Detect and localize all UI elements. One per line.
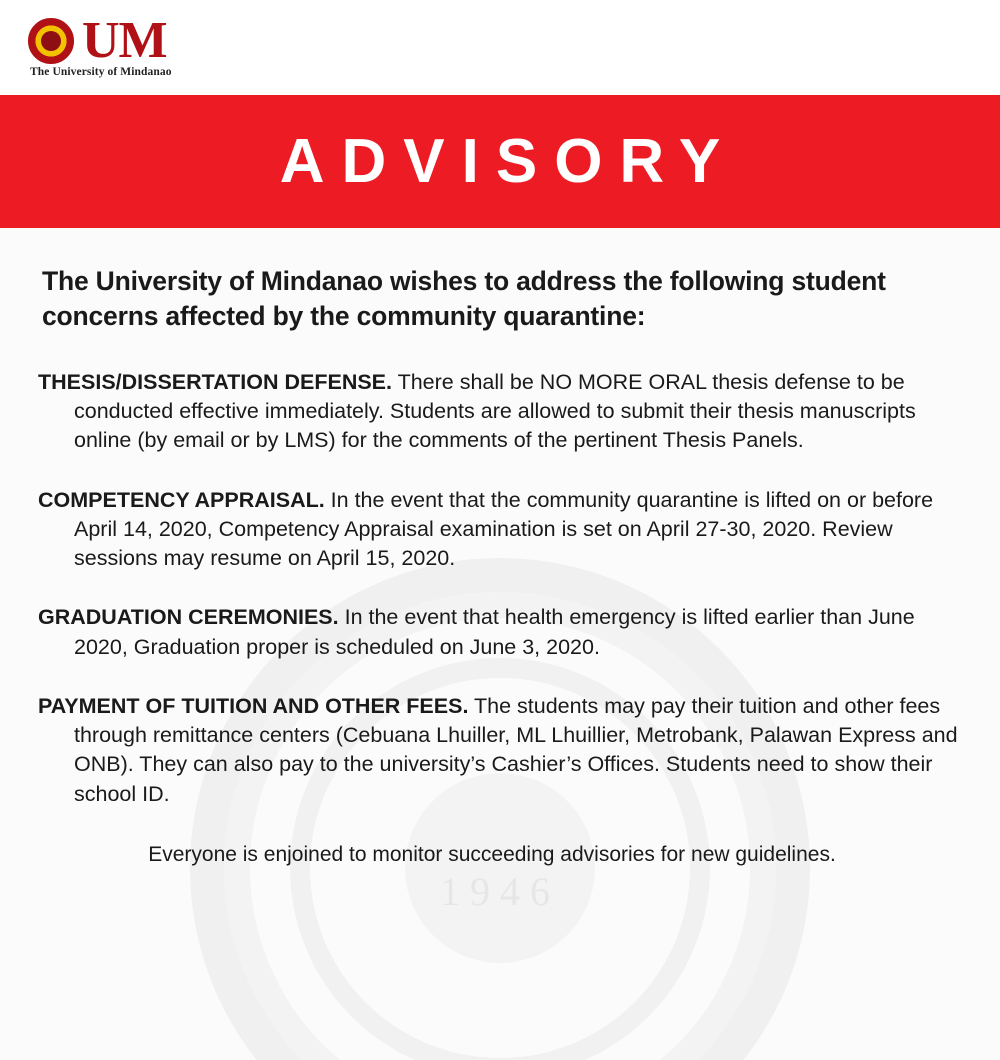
advisory-item — [38, 486, 964, 574]
item-heading: GRADUATION CEREMONIES. — [38, 605, 339, 630]
item-heading: COMPETENCY APPRAISAL. — [38, 487, 325, 512]
watermark-year: 1946 — [440, 869, 560, 914]
um-seal-icon — [28, 18, 74, 64]
item-text: In the event that the community quarantine is lifted on or before April 14, 2020, Competency Appraisal examination is set on April 27-30, 2020. Review sessions may resume on April 15, 2020. — [74, 487, 934, 571]
closing-note: Everyone is enjoined to monitor succeeding advisories for new guidelines. — [148, 842, 836, 866]
intro-paragraph: The University of Mindanao wishes to address the following student concerns affected by the community quarantine: — [42, 266, 886, 331]
item-text: In the event that health emergency is lifted earlier than June 2020, Graduation proper is scheduled on June 3, 2020. — [74, 605, 915, 659]
advisory-item — [38, 603, 964, 661]
university-logo — [28, 11, 172, 78]
item-heading: PAYMENT OF TUITION AND OTHER FEES. — [38, 693, 469, 718]
institution-name: The University of Mindanao — [30, 65, 172, 78]
item-text: There shall be NO MORE ORAL thesis defense to be conducted effective immediately. Students are allowed to submit their thesis manuscripts online (by email or by LMS) for the comments of the pertinent Thesis Panels. — [74, 369, 916, 453]
advisory-item — [38, 692, 964, 809]
banner-title: ADVISORY — [279, 127, 738, 196]
item-heading: THESIS/DISSERTATION DEFENSE. — [38, 369, 392, 394]
advisory-banner — [0, 95, 1000, 228]
advisory-item — [38, 368, 964, 456]
logo-bar — [0, 0, 1000, 95]
advisory-body — [0, 228, 1000, 1060]
item-text: The students may pay their tuition and other fees through remittance centers (Cebuana Lhuiller, ML Lhuillier, Metrobank, Palawan Express and ONB). They can also pay to the university’s Cashier’s Offices. Students need to show their school ID. — [74, 693, 958, 806]
logo-wordmark: UM — [82, 11, 167, 69]
